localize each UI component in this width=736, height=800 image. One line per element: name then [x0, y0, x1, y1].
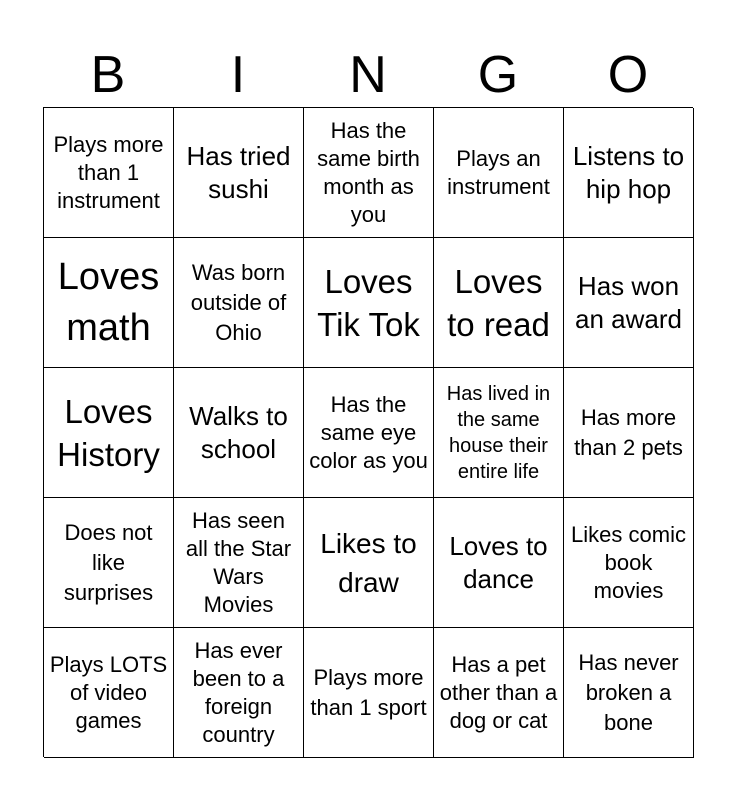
- bingo-cell-r3-c4[interactable]: [434, 368, 564, 498]
- cell-text: Loves to dance: [449, 530, 548, 594]
- bingo-cell-r1-c3[interactable]: [304, 108, 434, 238]
- cell-text: Loves History: [57, 392, 160, 473]
- bingo-cell-r5-c2[interactable]: [174, 628, 304, 758]
- cell-text: Plays LOTS of video games: [49, 651, 168, 733]
- bingo-cell-r2-c1[interactable]: [44, 238, 174, 368]
- cell-text: Has never broken a bone: [578, 649, 679, 735]
- bingo-cell-r4-c5[interactable]: [564, 498, 694, 628]
- cell-text: Walks to school: [189, 400, 288, 464]
- bingo-cell-r3-c3[interactable]: [304, 368, 434, 498]
- cell-text: Has more than 2 pets: [574, 404, 683, 460]
- header-letter-b: B: [90, 46, 126, 104]
- cell-text: Has won an award: [575, 270, 682, 334]
- bingo-cell-r5-c1[interactable]: [44, 628, 174, 758]
- bingo-cell-r1-c1[interactable]: [44, 108, 174, 238]
- bingo-cell-r2-c2[interactable]: [174, 238, 304, 368]
- bingo-cell-r4-c4[interactable]: [434, 498, 564, 628]
- header-letter-i: I: [230, 46, 246, 104]
- bingo-cell-r3-c5[interactable]: [564, 368, 694, 498]
- header-letter-n: N: [349, 46, 387, 104]
- cell-text: Has ever been to a foreign country: [192, 637, 285, 747]
- header-letter-g: G: [477, 46, 519, 104]
- cell-text: Loves to read: [447, 262, 550, 343]
- cell-text: Has the same eye color as you: [309, 391, 428, 473]
- cell-text: Has the same birth month as you: [317, 117, 420, 227]
- bingo-cell-r1-c5[interactable]: [564, 108, 694, 238]
- bingo-cell-r4-c2[interactable]: [174, 498, 304, 628]
- bingo-cell-r1-c4[interactable]: [434, 108, 564, 238]
- bingo-header: [43, 44, 693, 106]
- bingo-cell-r4-c1[interactable]: [44, 498, 174, 628]
- bingo-cell-r5-c4[interactable]: [434, 628, 564, 758]
- header-letter-o: O: [607, 46, 649, 104]
- bingo-cell-r1-c2[interactable]: [174, 108, 304, 238]
- cell-text: Has seen all the Star Wars Movies: [185, 507, 292, 617]
- cell-text: Plays an instrument: [447, 145, 550, 199]
- cell-text: Listens to hip hop: [572, 140, 685, 204]
- bingo-cell-r3-c2[interactable]: [174, 368, 304, 498]
- cell-text: Was born outside of Ohio: [190, 259, 287, 345]
- bingo-cell-r5-c5[interactable]: [564, 628, 694, 758]
- bingo-cell-r2-c5[interactable]: [564, 238, 694, 368]
- cell-text: Does not like surprises: [63, 519, 154, 605]
- cell-text: Has a pet other than a dog or cat: [439, 651, 558, 733]
- cell-text: Plays more than 1 instrument: [53, 131, 164, 213]
- cell-text: Plays more than 1 sport: [310, 664, 427, 720]
- cell-text: Likes to draw: [320, 527, 417, 598]
- bingo-cell-r4-c3[interactable]: [304, 498, 434, 628]
- cell-text: Likes comic book movies: [571, 521, 686, 603]
- bingo-cell-r5-c3[interactable]: [304, 628, 434, 758]
- cell-text: Loves math: [57, 255, 160, 349]
- cell-text: Has lived in the same house their entire life: [446, 382, 551, 483]
- cell-text: Has tried sushi: [186, 140, 291, 204]
- bingo-cell-r2-c3[interactable]: [304, 238, 434, 368]
- cell-text: Loves Tik Tok: [317, 262, 420, 343]
- bingo-cell-r3-c1[interactable]: [44, 368, 174, 498]
- bingo-grid: [43, 107, 693, 757]
- bingo-cell-r2-c4[interactable]: [434, 238, 564, 368]
